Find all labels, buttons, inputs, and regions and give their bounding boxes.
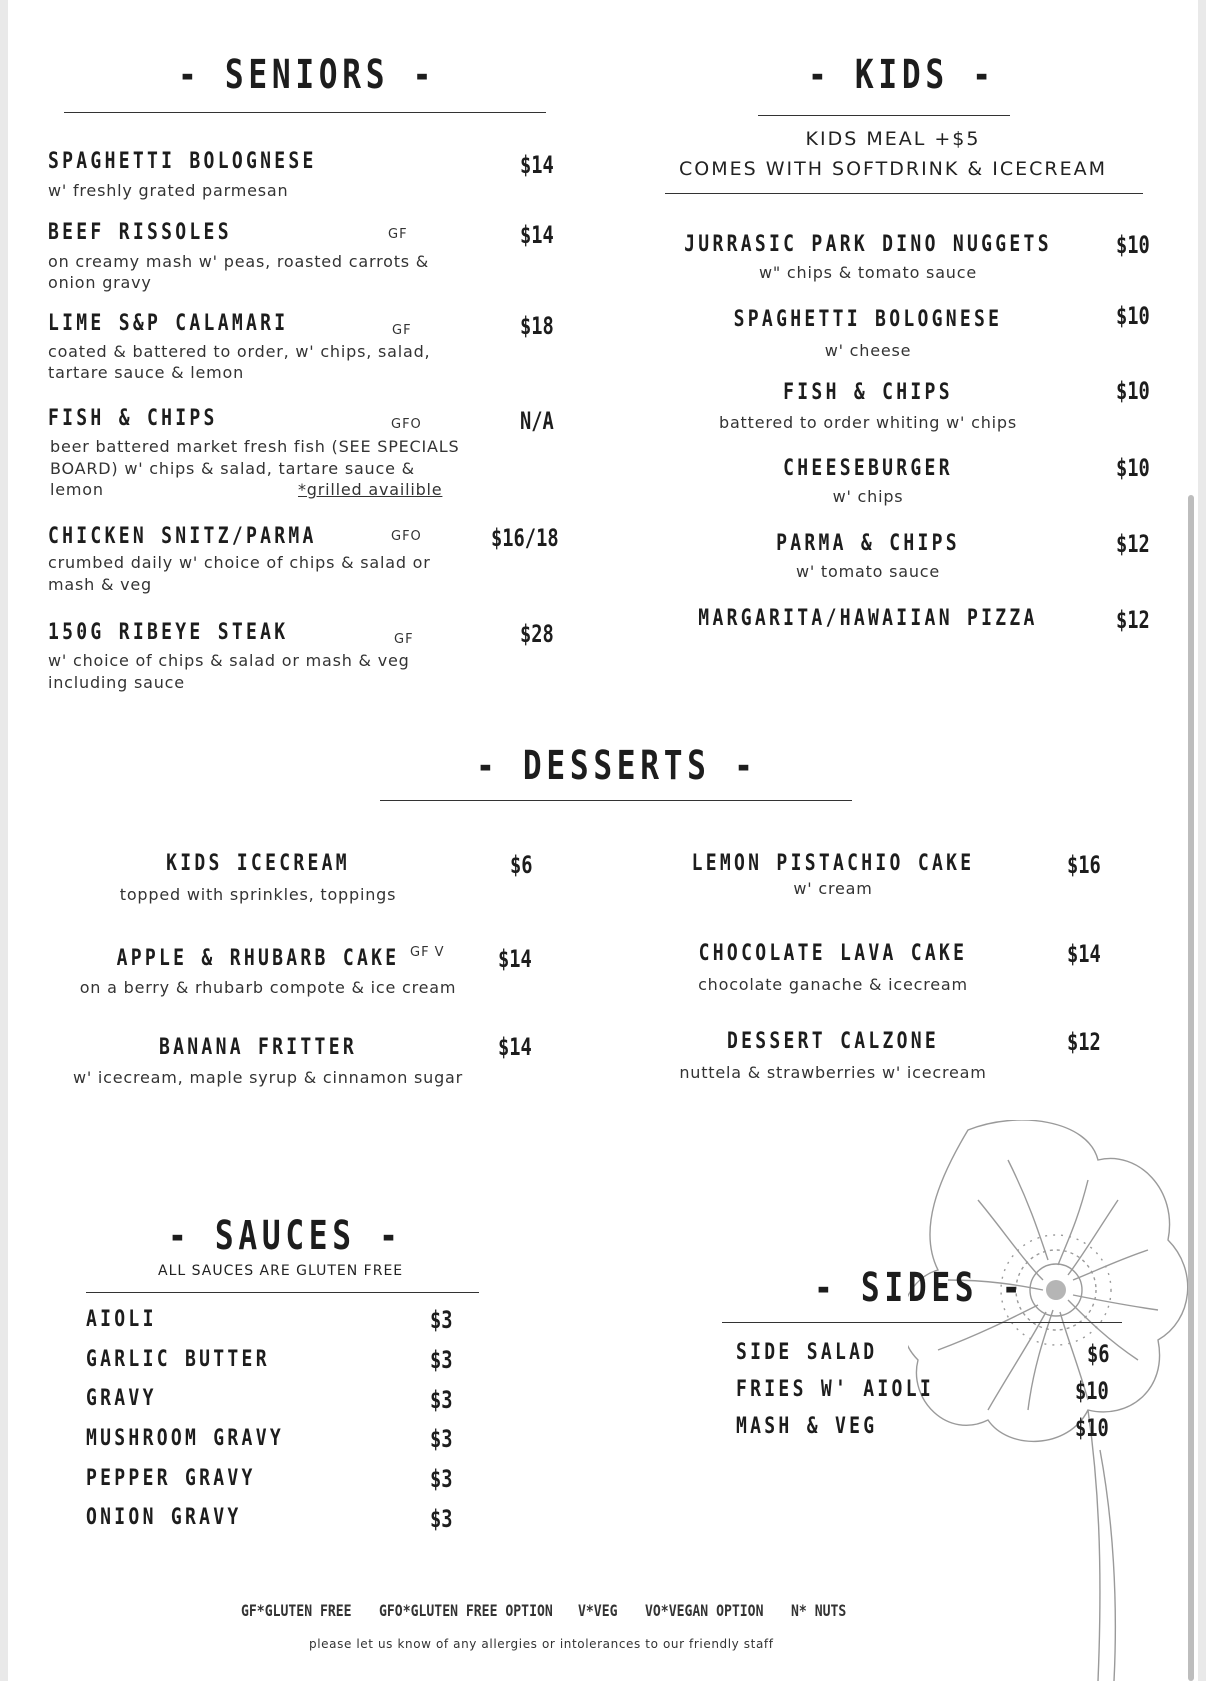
item-price: $10: [1075, 1377, 1109, 1405]
item-price: $16: [1067, 851, 1101, 879]
item-description: coated & battered to order, w' chips, salad,: [48, 342, 431, 361]
item-price: $14: [1067, 940, 1101, 968]
item-description: BOARD) w' chips & salad, tartare sauce &: [50, 459, 415, 478]
legend-gf: GF*GLUTEN FREE: [241, 1601, 352, 1620]
item-name: FRIES W' AIOLI: [736, 1377, 934, 1402]
kids-divider-bottom: [665, 193, 1143, 194]
sides-divider: [722, 1322, 1122, 1323]
item-name: 150G RIBEYE STEAK: [48, 620, 289, 645]
item-name: JURRASIC PARK DINO NUGGETS: [684, 232, 1052, 257]
item-name: LEMON PISTACHIO CAKE: [691, 851, 975, 876]
item-name: MARGARITA/HAWAIIAN PIZZA: [698, 606, 1038, 631]
item-description: w' freshly grated parmesan: [48, 181, 289, 200]
item-name: SPAGHETTI BOLOGNESE: [48, 149, 317, 174]
item-name: KIDS ICECREAM: [166, 851, 350, 876]
item-price: $3: [430, 1505, 453, 1533]
item-name: DESSERT CALZONE: [726, 1029, 940, 1054]
dietary-tag: GF: [392, 323, 412, 338]
item-name: BANANA FRITTER: [159, 1035, 357, 1060]
item-price: $12: [1067, 1028, 1101, 1056]
item-description: w' icecream, maple syrup & cinnamon sugar: [72, 1068, 464, 1087]
item-price: $10: [1116, 454, 1150, 482]
item-price: $14: [520, 221, 554, 249]
item-price: N/A: [520, 407, 554, 435]
item-price: $14: [498, 1033, 532, 1061]
kids-divider-top: [758, 115, 1010, 116]
item-price: $28: [520, 620, 554, 648]
item-description: w' cheese: [824, 341, 912, 360]
item-price: $14: [498, 945, 532, 973]
item-name: LIME S&P CALAMARI: [48, 311, 289, 336]
item-price: $3: [430, 1306, 453, 1334]
item-name: APPLE & RHUBARB CAKE: [116, 946, 400, 971]
item-description: nuttela & strawberries w' icecream: [679, 1063, 987, 1082]
flower-illustration-icon: [908, 1120, 1198, 1681]
scrollbar[interactable]: [1188, 495, 1194, 1681]
item-name: CHOCOLATE LAVA CAKE: [698, 941, 968, 966]
item-name: FISH & CHIPS: [48, 406, 218, 431]
item-name: BEEF RISSOLES: [48, 220, 232, 245]
item-description: beer battered market fresh fish (SEE SPECIALS: [50, 437, 460, 456]
item-name: SIDE SALAD: [736, 1340, 878, 1365]
item-name: CHICKEN SNITZ/PARMA: [48, 524, 317, 549]
legend-gfo: GFO*GLUTEN FREE OPTION: [379, 1601, 553, 1620]
item-description: mash & veg: [48, 575, 152, 594]
dietary-tag: GFO: [391, 417, 422, 432]
legend-v: V*VEG: [578, 1601, 618, 1620]
item-name: MASH & VEG: [736, 1414, 878, 1439]
item-name: GARLIC BUTTER: [86, 1347, 270, 1372]
item-description: on creamy mash w' peas, roasted carrots &: [48, 252, 430, 271]
allergy-note: please let us know of any allergies or intolerances to our friendly staff: [309, 1637, 774, 1651]
item-price: $10: [1116, 377, 1150, 405]
desserts-heading: - DESSERTS -: [476, 743, 758, 789]
dietary-tag: GF V: [410, 945, 445, 960]
dietary-tag: GF: [394, 632, 414, 647]
item-price: $6: [510, 851, 533, 879]
item-price: $10: [1116, 302, 1150, 330]
menu-sheet: [8, 0, 1198, 1681]
legend-vo: VO*VEGAN OPTION: [645, 1601, 764, 1620]
item-name: GRAVY: [86, 1386, 157, 1411]
legend-n: N* NUTS: [791, 1601, 847, 1620]
item-description: crumbed daily w' choice of chips & salad or: [48, 553, 431, 572]
dietary-tag: GF: [388, 227, 408, 242]
item-name: MUSHROOM GRAVY: [86, 1426, 284, 1451]
item-price: $10: [1116, 231, 1150, 259]
seniors-heading: - SENIORS -: [178, 52, 437, 98]
item-price: $3: [430, 1386, 453, 1414]
item-description: w' tomato sauce: [795, 562, 941, 581]
item-description: battered to order whiting w' chips: [719, 413, 1017, 432]
item-name: CHEESEBURGER: [783, 456, 953, 481]
item-name: SPAGHETTI BOLOGNESE: [733, 307, 1003, 332]
sauces-note: ALL SAUCES ARE GLUTEN FREE: [158, 1263, 404, 1279]
item-price: $14: [520, 151, 554, 179]
item-description: on a berry & rhubarb compote & ice cream: [79, 978, 457, 997]
kids-heading: - KIDS -: [808, 52, 996, 98]
item-description: w' cream: [793, 879, 873, 898]
item-price: $3: [430, 1425, 453, 1453]
item-description: tartare sauce & lemon: [48, 363, 245, 382]
item-name: PARMA & CHIPS: [776, 531, 960, 556]
sides-heading: - SIDES -: [814, 1265, 1026, 1311]
sauces-divider: [86, 1292, 479, 1293]
item-description: w" chips & tomato sauce: [759, 263, 977, 282]
grilled-note: *grilled availible: [298, 480, 443, 499]
item-price: $18: [520, 312, 554, 340]
item-description: chocolate ganache & icecream: [698, 975, 968, 994]
item-price: $3: [430, 1465, 453, 1493]
item-price: $6: [1087, 1340, 1110, 1368]
item-name: PEPPER GRAVY: [86, 1466, 256, 1491]
item-description: lemon: [50, 480, 104, 499]
item-description: topped with sprinkles, toppings: [119, 885, 397, 904]
item-name: AIOLI: [86, 1307, 157, 1332]
item-price: $3: [430, 1346, 453, 1374]
item-price: $12: [1116, 606, 1150, 634]
item-name: ONION GRAVY: [86, 1505, 242, 1530]
kids-meal-includes: COMES WITH SOFTDRINK & ICECREAM: [678, 158, 1107, 180]
item-price: $10: [1075, 1414, 1109, 1442]
item-description: w' choice of chips & salad or mash & veg: [48, 651, 410, 670]
item-description: onion gravy: [48, 273, 152, 292]
sauces-heading: - SAUCES -: [168, 1213, 403, 1259]
seniors-divider: [64, 112, 546, 113]
dietary-tag: GFO: [391, 529, 422, 544]
item-price: $12: [1116, 530, 1150, 558]
item-description: w' chips: [832, 487, 904, 506]
item-name: FISH & CHIPS: [783, 380, 953, 405]
desserts-divider: [380, 800, 852, 801]
item-price: $16/18: [491, 524, 559, 552]
kids-meal-note: KIDS MEAL +$5: [805, 128, 981, 150]
item-description: including sauce: [48, 673, 185, 692]
